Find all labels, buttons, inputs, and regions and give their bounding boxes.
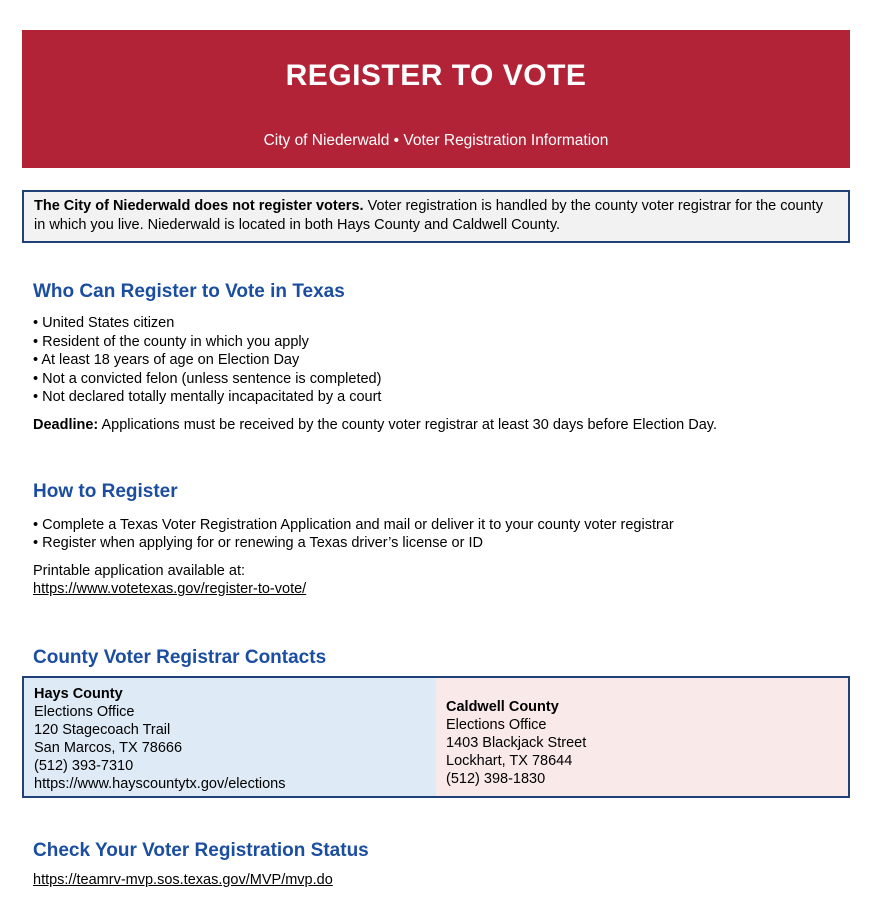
notice-bold-text: The City of Niederwald does not register voters. [34, 198, 364, 214]
county-contacts-box [22, 676, 850, 798]
hays-county-cell [24, 678, 436, 796]
notice-box [22, 190, 850, 243]
status-link-wrap [33, 871, 850, 890]
deadline-note [33, 416, 850, 435]
page-title: REGISTER TO VOTE [285, 59, 587, 92]
deadline-label: Deadline: [33, 416, 99, 433]
hays-contact-line: Elections Office [34, 703, 135, 720]
how-to-register-list [33, 516, 850, 553]
section-heading-how-to-register: How to Register [33, 480, 178, 502]
section-heading-county-contacts: County Voter Registrar Contacts [33, 646, 327, 668]
eligibility-item: • United States citizen [33, 314, 850, 333]
printable-label: Printable application available at: [33, 562, 245, 579]
header-banner [22, 30, 850, 168]
eligibility-item: • Not declared totally mentally incapacitated by a court [33, 388, 850, 407]
how-to-register-item: • Register when applying for or renewing a Texas driver’s license or ID [33, 534, 850, 553]
notice-text: Voter registration is handled by the county voter registrar for the county in which you live. Niederwald is located in both Hays County and Caldwell County. [34, 198, 823, 233]
how-to-register-item: • Complete a Texas Voter Registration Application and mail or deliver it to your county voter registrar [33, 516, 850, 535]
eligibility-item: • Not a convicted felon (unless sentence is completed) [33, 370, 850, 389]
eligibility-item: • At least 18 years of age on Election Day [33, 351, 850, 370]
caldwell-contact-line: 1403 Blackjack Street [446, 734, 587, 751]
page [22, 30, 850, 890]
hays-county-details [34, 703, 426, 793]
caldwell-contact-line: Elections Office [446, 716, 547, 733]
who-can-register-list [33, 314, 850, 407]
hays-contact-line: 120 Stagecoach Trail [34, 721, 171, 738]
eligibility-item: • Resident of the county in which you apply [33, 333, 850, 352]
check-status-link[interactable]: https://teamrv-mvp.sos.texas.gov/MVP/mvp.do [33, 871, 333, 888]
caldwell-county-name: Caldwell County [446, 698, 559, 715]
caldwell-county-details [446, 716, 838, 788]
caldwell-county-cell [436, 678, 848, 796]
hays-contact-line: San Marcos, TX 78666 [34, 739, 183, 756]
page-subtitle: City of Niederwald • Voter Registration Information [263, 132, 609, 149]
caldwell-contact-line: Lockhart, TX 78644 [446, 752, 573, 769]
section-heading-check-status: Check Your Voter Registration Status [33, 839, 369, 861]
hays-county-name: Hays County [34, 685, 123, 702]
printable-application-note [33, 562, 850, 599]
caldwell-contact-line: (512) 398-1830 [446, 770, 546, 787]
votetexas-register-link[interactable]: https://www.votetexas.gov/register-to-vote/ [33, 581, 307, 597]
hays-contact-line: https://www.hayscountytx.gov/elections [34, 775, 286, 792]
hays-contact-line: (512) 393-7310 [34, 757, 134, 774]
deadline-text: Applications must be received by the county voter registrar at least 30 days before Election Day. [98, 416, 717, 433]
section-heading-who-can-register: Who Can Register to Vote in Texas [33, 281, 345, 302]
